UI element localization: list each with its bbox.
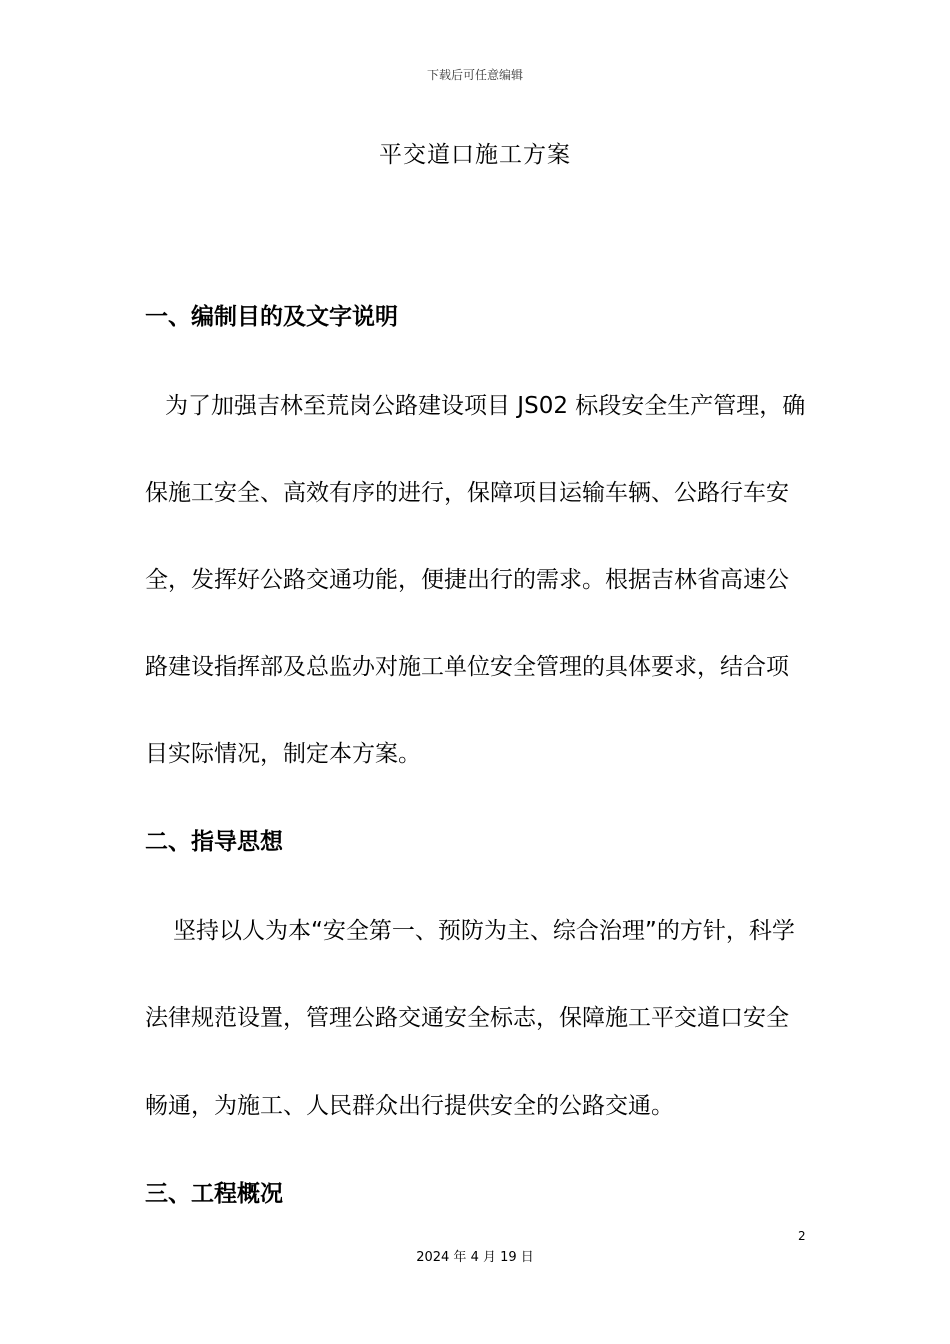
paragraph-line: 目实际情况，制定本方案。 [145, 741, 421, 767]
paragraph-line: 为了加强吉林至荒岗公路建设项目 JS02 标段安全生产管理，确 [165, 393, 806, 419]
document-title: 平交道口施工方案 [379, 142, 571, 168]
footer-date: 2024 年 4 月 19 日 [416, 1250, 534, 1265]
paragraph-line: 法律规范设置，管理公路交通安全标志，保障施工平交道口安全 [145, 1005, 789, 1031]
paragraph-line: 全，发挥好公路交通功能，便捷出行的需求。根据吉林省高速公 [145, 567, 789, 593]
paragraph-line: 坚持以人为本“安全第一、预防为主、综合治理”的方针，科学 [173, 918, 795, 944]
paragraph-line: 路建设指挥部及总监办对施工单位安全管理的具体要求，结合项 [145, 654, 789, 680]
header-note: 下载后可任意编辑 [426, 68, 523, 82]
page-number: 2 [798, 1229, 806, 1243]
section-heading-2: 二、指导思想 [145, 829, 283, 855]
section-heading-1: 一、编制目的及文字说明 [145, 304, 398, 330]
paragraph-line: 畅通，为施工、人民群众出行提供安全的公路交通。 [145, 1093, 674, 1119]
paragraph-line: 保施工安全、高效有序的进行，保障项目运输车辆、公路行车安 [145, 480, 789, 506]
section-heading-3: 三、工程概况 [145, 1181, 283, 1207]
